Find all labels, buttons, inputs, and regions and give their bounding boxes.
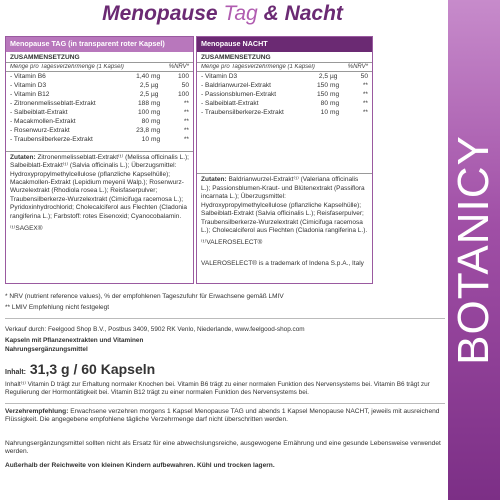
tag-col-nrv: %NRV*	[168, 64, 189, 70]
amount-value: 2,5	[318, 72, 328, 80]
content-label: Inhalt:	[5, 369, 26, 376]
nrv-value: **	[362, 108, 368, 116]
nacht-note: ⁽¹⁾VALEROSELECT®	[201, 239, 263, 247]
amount-unit: mg	[151, 99, 161, 107]
tag-table-row	[6, 117, 193, 126]
amount-unit: mg	[330, 99, 340, 107]
tag-composition-box	[5, 36, 194, 284]
footnote-nrv: * NRV (nutrient reference values), % der empfohlenen Tageszufuhr für Erwachsene gemäß LMIV	[5, 293, 284, 300]
nrv-value: **	[362, 81, 368, 89]
amount-value: 80	[141, 117, 149, 125]
amount-value: 2,5	[139, 90, 149, 98]
product-description: Kapseln mit Pflanzenextrakten und Vitaminen	[5, 337, 144, 344]
nrv-value: **	[183, 117, 189, 125]
title-nacht: & Nacht	[263, 2, 343, 25]
product-category: Nahrungsergänzungsmittel	[5, 346, 88, 353]
usage-label: Verzehrempfehlung:	[5, 408, 69, 415]
storage-text: Außerhalb der Reichweite von kleinen Kindern aufbewahren. Kühl und trocken lagern.	[5, 462, 275, 469]
nutrient-name: - Salbeiblatt-Extrakt	[201, 99, 259, 107]
nrv-value: **	[362, 99, 368, 107]
divider-2	[5, 403, 445, 404]
nutrient-name: - Vitamin B12	[10, 90, 50, 98]
amount-value: 100	[137, 108, 149, 116]
nacht-ingredients	[197, 173, 372, 235]
nacht-ingredients-label: Zutaten:	[201, 176, 227, 184]
footnote-lmiv: ** LMIV Empfehlung nicht festgelegt	[5, 304, 110, 311]
title-tag: Tag	[223, 2, 258, 25]
nacht-table-row	[197, 108, 372, 117]
nutrient-name: - Zitronenmelisseblatt-Extrakt	[10, 99, 96, 107]
tag-box-header: Menopause TAG (in transparent roter Kapsel)	[6, 37, 193, 52]
nrv-value: 100	[177, 90, 189, 98]
nutrient-name: - Macakmollen-Extrakt	[10, 117, 76, 125]
nutrient-name: - Vitamin D3	[10, 81, 47, 89]
seller-info: Verkauf durch: Feelgood Shop B.V., Postbus 3409, 5902 RK Venlo, Niederlande, www.feelgood-shop.com	[5, 326, 305, 333]
tag-table-row	[6, 81, 193, 90]
nacht-table-row	[197, 72, 372, 81]
amount-unit: mg	[151, 117, 161, 125]
amount-value: 2,5	[139, 81, 149, 89]
amount-unit: mg	[330, 81, 340, 89]
nrv-value: 50	[181, 81, 189, 89]
nacht-table-body	[197, 72, 372, 117]
tag-ingredients	[6, 151, 193, 221]
nacht-col-amount: Menge pro Tagesverzehrmenge (1 Kapsel)	[201, 64, 315, 70]
content-value: 31,3 g / 60 Kapseln	[29, 361, 156, 377]
amount-unit: mg	[151, 108, 161, 116]
nacht-table-row	[197, 90, 372, 99]
nutrient-name: - Baldrianwurzel-Extrakt	[201, 81, 271, 89]
tag-table-row	[6, 136, 193, 145]
trademark-note: VALEROSELECT® is a trademark of Indena S.p.A., Italy	[201, 259, 364, 267]
amount-unit: µg	[151, 81, 159, 89]
nacht-table-header	[197, 63, 372, 72]
amount-unit: µg	[330, 72, 338, 80]
tag-col-amount: Menge pro Tagesverzehrmenge (1 Kapsel)	[10, 64, 124, 70]
amount-unit: mg	[330, 108, 340, 116]
nacht-ingredients-text: Baldrianwurzel-Extrakt⁽¹⁾ (Valeriana officinalis L.); Passionsblumen-Kraut- und Blütenextrakt (Passiflora incarnata L.); Überzugsmittel: Hydroxypropylmethylcellulose (pflanzliche Kapselhülle); Salbeiblatt-Extrakt (Salvia officinalis L.); Reisfaserpulver; Traubensilberkerze-Wurzelextrakt (Cimicifuga racemosa L.); Cholecalciferol aus Flechten (Cladonia rangiferina L.).	[201, 176, 368, 234]
amount-unit: mg	[330, 90, 340, 98]
usage-text: Erwachsene verzehren morgens 1 Kapsel Menopause TAG und abends 1 Kapsel Menopause NACHT, jeweils mit ausreichend Flüssigkeit. Die angegebene empfohlene tägliche Verzehrmenge darf nicht überschritten werden.	[5, 408, 440, 423]
brand-name: BOTANICY	[449, 135, 498, 365]
nrv-value: 100	[177, 72, 189, 80]
tag-table-row	[6, 99, 193, 108]
nacht-composition-box	[196, 36, 373, 284]
tag-table-body	[6, 72, 193, 145]
nrv-value: **	[183, 108, 189, 116]
health-claims: Inhalt⁽¹⁾ Vitamin D trägt zur Erhaltung normaler Knochen bei. Vitamin B6 trägt zu einer normalen Funktion des Nervensystems bei. Vitamin B6 trägt zur Regulierung der Hormontätigkeit bei. Vitamin B12 trägt zu einer normalen Funktion des Nervensystems bei.	[5, 381, 430, 396]
nrv-value: **	[183, 127, 189, 135]
tag-table-row	[6, 127, 193, 136]
nrv-value: **	[183, 136, 189, 144]
tag-table-row	[6, 72, 193, 81]
usage-block	[5, 408, 445, 424]
amount-value: 150	[316, 90, 328, 98]
nacht-table-row	[197, 99, 372, 108]
nutrient-name: - Vitamin D3	[201, 72, 238, 80]
nrv-value: **	[183, 99, 189, 107]
nrv-value: 50	[360, 72, 368, 80]
amount-value: 188	[137, 99, 149, 107]
amount-unit: µg	[151, 90, 159, 98]
nutrient-name: - Salbeiblatt-Extrakt	[10, 108, 68, 116]
divider	[5, 318, 445, 319]
content-amount	[5, 361, 155, 377]
nacht-col-nrv: %NRV*	[347, 64, 368, 70]
tag-ingredients-text: Zitronenmelisseblatt-Extrakt⁽¹⁾ (Melissa officinalis L.); Salbeiblatt-Extrakt⁽¹⁾ (Salvia officinalis L.); Überzugsmittel: Hydroxypropylmethylcellulose (pflanzliche Kapselhülle); Macakmollen-Extrakt (Lepidium meyenii Walp.); Rosenwurz-Wurzelextrakt (Rhodiola rosea L.); Reisfaserpulver; Traubensilberkerze-Wurzelextrakt (Cimicifuga racemosa L.); Pyridoxinhydrochlorid; Cholecalciferol aus Flechten (Cladonia rangiferina L.); Farbstoff: rotes Eisenoxid; Cyanocobalamin.	[10, 153, 189, 220]
amount-value: 23,8	[136, 127, 149, 135]
title-menopause: Menopause	[102, 2, 218, 25]
page-title	[0, 2, 445, 26]
amount-value: 80	[320, 99, 328, 107]
amount-unit: mg	[151, 127, 161, 135]
nutrient-name: - Rosenwurz-Extrakt	[10, 127, 70, 135]
amount-value: 150	[316, 81, 328, 89]
amount-value: 10	[141, 136, 149, 144]
tag-section-title: ZUSAMMENSETZUNG	[6, 52, 193, 63]
tag-table-header	[6, 63, 193, 72]
amount-value: 1,40	[136, 72, 149, 80]
nacht-box-header: Menopause NACHT	[197, 37, 372, 52]
tag-ingredients-label: Zutaten:	[10, 153, 36, 161]
nacht-table-row	[197, 81, 372, 90]
nacht-section-title: ZUSAMMENSETZUNG	[197, 52, 372, 63]
amount-unit: mg	[151, 136, 161, 144]
nutrient-name: - Vitamin B6	[10, 72, 46, 80]
amount-value: 10	[320, 108, 328, 116]
tag-table-row	[6, 90, 193, 99]
warning-text: Nahrungsergänzungsmittel sollten nicht als Ersatz für eine abwechslungsreiche, ausgewogene Ernährung und eine gesunde Lebensweise verwendet werden.	[5, 440, 441, 455]
brand-side-banner	[448, 0, 500, 500]
nutrient-name: - Traubensilberkerze-Extrakt	[201, 108, 284, 116]
amount-unit: mg	[151, 72, 161, 80]
nutrient-name: - Passionsblumen-Extrakt	[201, 90, 277, 98]
nrv-value: **	[362, 90, 368, 98]
tag-table-row	[6, 108, 193, 117]
tag-note: ⁽¹⁾SAGEX®	[10, 225, 43, 232]
nutrient-name: - Traubensilberkerze-Extrakt	[10, 136, 93, 144]
